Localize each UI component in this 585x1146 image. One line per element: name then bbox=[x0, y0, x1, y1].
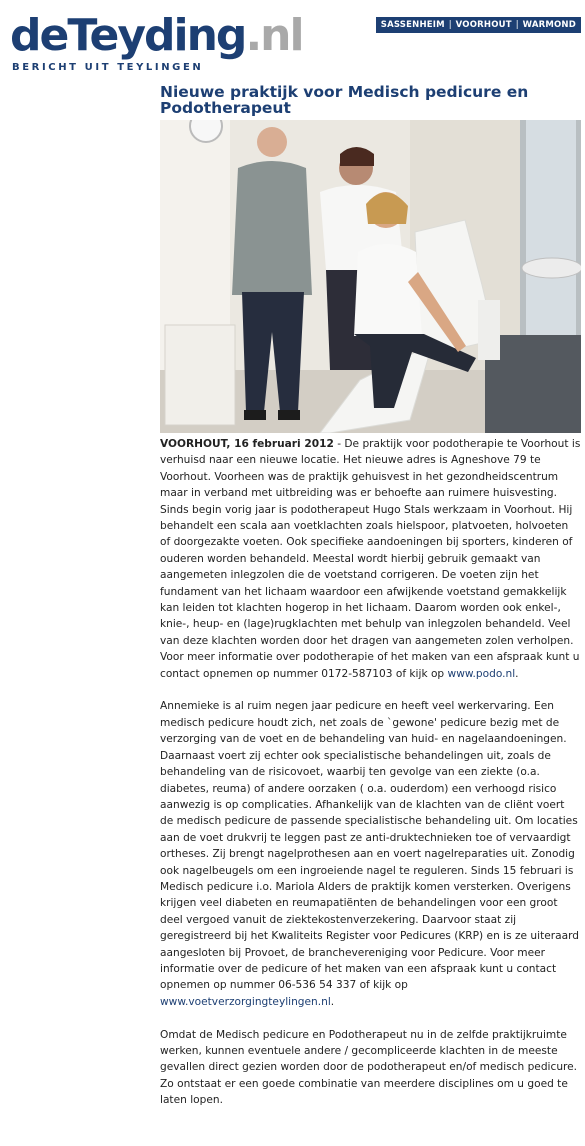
nav-link-sassenheim[interactable]: SASSENHEIM bbox=[380, 20, 445, 30]
article-body bbox=[160, 436, 581, 1125]
logo-wordmark bbox=[10, 10, 303, 62]
article-paragraph-1 bbox=[160, 436, 581, 682]
article-paragraph-2-end: . bbox=[330, 995, 335, 1008]
article-paragraph-1-end: . bbox=[515, 667, 519, 680]
nav-separator: | bbox=[448, 20, 452, 30]
logo-tld: .nl bbox=[245, 10, 303, 61]
article-photo bbox=[160, 120, 581, 433]
link-podo[interactable]: www.podo.nl bbox=[447, 667, 516, 680]
site-logo[interactable] bbox=[10, 10, 330, 72]
article-dateline: VOORHOUT, 16 februari 2012 bbox=[160, 438, 334, 450]
article-paragraph-2-text: Annemieke is al ruim negen jaar pedicure en heeft veel werkervaring. Een medisch pedicure houdt zich, net zoals de `gewone' pedicure bezig met de verzorging van de voet en de behandeling van huid- en nagelaandoeningen. Daarnaast voert zij echter ook specialistische behandelingen uit, zoals de behandeling van de risicovoet, waarbij ten gevolge van een ziekte (o.a. diabetes, reuma) of andere oorzaken ( o.a. ouderdom) een verhoogd risico aanwezig is op complicaties. Afhankelijk van de klachten van de cliënt voert de medisch pedicure de passende specialistische behandeling uit. Om locaties aan de voet drukvrij te leggen past ze anti-druktechnieken toe of vervaardigt ortheses. Zij brengt nagelprothesen aan en voert nagelreparaties uit. Zonodig ook nagelbeugels om een ingroeiende nagel te reguleren. Sinds 15 februari is Medisch pedicure i.o. Mariola Alders de praktijk komen versterken. Overigens krijgen veel diabeten en reumapatiënten de behandelingen voor een groot deel vergoed vanuit de ziektekostenverzekering. Daarvoor staat zij geregistreerd bij het Kwaliteits Register voor Pedicures (KRP) en is ze uiteraard aangesloten bij Provoet, de branchevereniging voor Pedicure. Voor meer informatie over de pedicure of het maken van een afspraak kunt u contact opnemen op nummer 06-536 54 337 of kijk op bbox=[160, 700, 579, 992]
nav-link-warmond[interactable]: WARMOND bbox=[522, 20, 576, 30]
article-paragraph-3: Omdat de Medisch pedicure en Podotherapeut nu in de zelfde praktijkruimte werken, kunnen eventuele andere / gecompliceerde klachten in de meeste gevallen direct gezien worden door de podotherapeut en/of medisch pedicure. Zo ontstaat er een goede combinatie van meerdere disciplines om u goed te laten lopen. bbox=[160, 1028, 578, 1107]
nav-separator: | bbox=[515, 20, 519, 30]
link-voetverzorging[interactable]: www.voetverzorgingteylingen.nl bbox=[160, 995, 331, 1008]
town-nav bbox=[376, 17, 581, 33]
article-paragraph-2 bbox=[160, 698, 581, 1010]
article-title: Nieuwe praktijk voor Medisch pedicure en Podotherapeut bbox=[160, 83, 529, 117]
logo-tagline: BERICHT UIT TEYLINGEN bbox=[12, 62, 204, 73]
nav-link-voorhout[interactable]: VOORHOUT bbox=[455, 20, 512, 30]
logo-main-text: deTeyding bbox=[10, 10, 246, 61]
photo-illustration bbox=[160, 120, 581, 433]
article-paragraph-1-text: - De praktijk voor podotherapie te Voorhout is verhuisd naar een nieuwe locatie. Het nieuwe adres is Agneshove 79 te Voorhout. Voorheen was de praktijk gehuisvest in het gezondheidscentrum maar in verband met uitbreiding was er behoefte aan ruimere huisvesting. Sinds begin vorig jaar is podotherapeut Hugo Stals werkzaam in Voorhout. Hij behandelt een scala aan voetklachten zoals hielspoor, platvoeten, holvoeten of doorgezakte voeten. Ook specifieke aandoeningen bij sporters, kinderen of ouderen worden behandeld. Meestal wordt hierbij gebruik gemaakt van aangemeten inlegzolen die de voetstand corrigeren. De voeten zijn het fundament van het lichaam waardoor een afwijkende voetstand gemakkelijk kan leiden tot klachten hogerop in het lichaam. Daarom worden ook enkel-, knie-, heup- en (lage)rugklachten met behulp van inlegzolen behandeld. Veel van deze klachten worden door het dragen van aangemeten zolen verholpen. Voor meer informatie over podotherapie of het maken van een afspraak kunt u contact opnemen op nummer 0172-587103 of kijk op bbox=[160, 438, 581, 680]
